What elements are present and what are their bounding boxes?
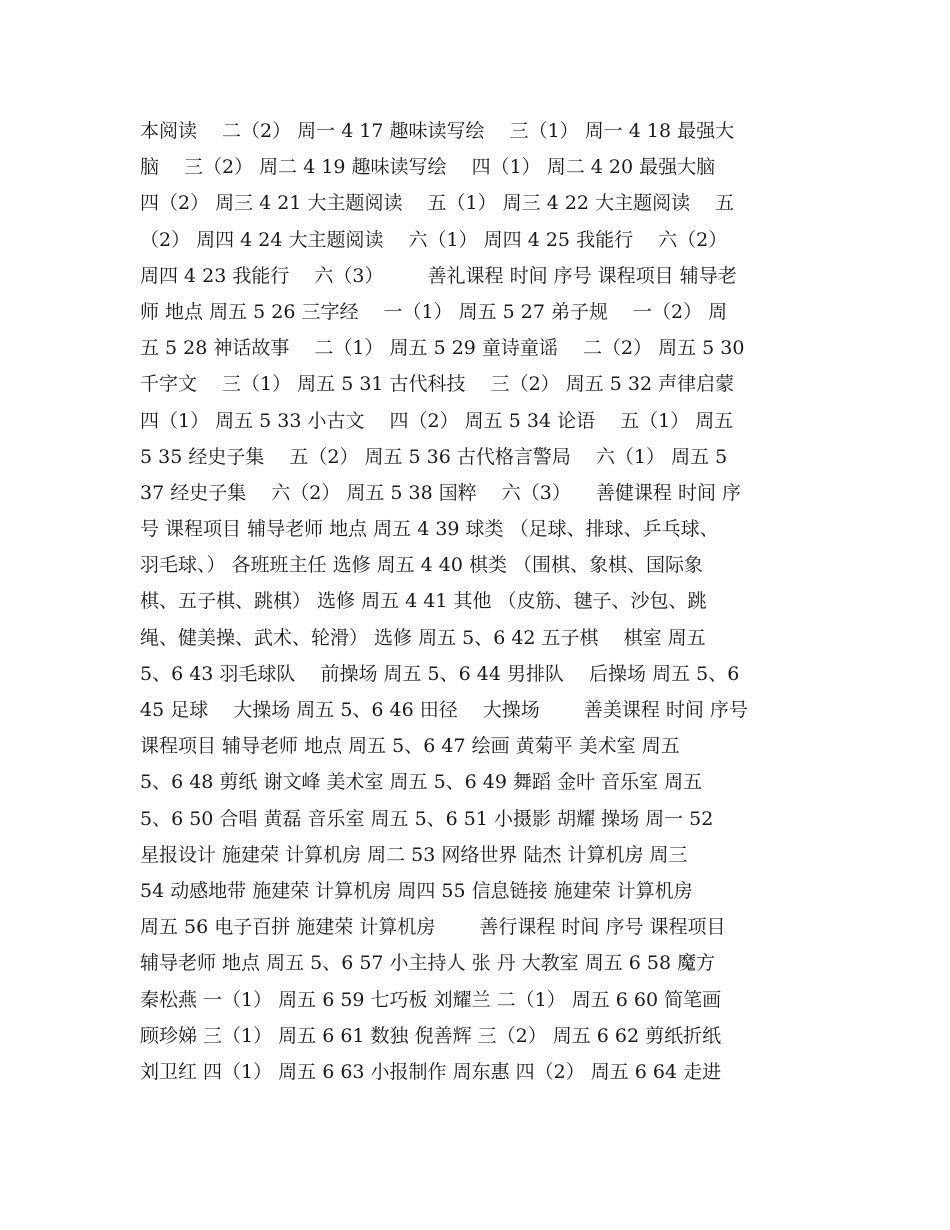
text-line: 5、6 43 羽毛球队 前操场 周五 5、6 44 男排队 后操场 周五 5、6 [140,662,740,685]
text-line: 课程项目 辅导老师 地点 周五 5、6 47 绘画 黄菊平 美术室 周五 [140,735,680,758]
text-line: （2） 周四 4 24 大主题阅读 六（1） 周四 4 25 我能行 六（2） [140,228,728,251]
text-line: 54 动感地带 施建荣 计算机房 周四 55 信息链接 施建荣 计算机房 [140,879,693,902]
text-line: 刘卫红 四（1） 周五 6 63 小报制作 周东惠 四（2） 周五 6 64 走进 [140,1060,722,1083]
text-line: 顾珍娣 三（1） 周五 6 61 数独 倪善辉 三（2） 周五 6 62 剪纸折纸 [140,1024,722,1047]
text-line: 棋、五子棋、跳棋） 选修 周五 4 41 其他 （皮筋、毽子、沙包、跳 [140,590,707,613]
text-line: 秦松燕 一（1） 周五 6 59 七巧板 刘耀兰 二（1） 周五 6 60 简笔画 [140,988,722,1011]
text-line: 5、6 48 剪纸 谢文峰 美术室 周五 5、6 49 舞蹈 金叶 音乐室 周五 [140,771,703,794]
text-line: 本阅读 二（2） 周一 4 17 趣味读写绘 三（1） 周一 4 18 最强大 [140,120,735,142]
text-line: 周五 56 电子百拼 施建荣 计算机房 善行课程 时间 序号 课程项目 [140,916,726,939]
text-line: 脑 三（2） 周二 4 19 趣味读写绘 四（1） 周二 4 20 最强大脑 [140,156,716,179]
text-line: 星报设计 施建荣 计算机房 周二 53 网络世界 陆杰 计算机房 周三 [140,843,688,866]
text-line: 号 课程项目 辅导老师 地点 周五 4 39 球类 （足球、排球、乒乓球、 [140,518,719,541]
text-line: 周四 4 23 我能行 六（3） 善礼课程 时间 序号 课程项目 辅导老 [140,264,737,287]
text-line: 5 35 经史子集 五（2） 周五 5 36 古代格言警局 六（1） 周五 5 [140,445,728,468]
text-line: 绳、健美操、武术、轮滑） 选修 周五 5、6 42 五子棋 棋室 周五 [140,626,706,649]
text-line: 千字文 三（1） 周五 5 31 古代科技 三（2） 周五 5 32 声律启蒙 [140,373,735,396]
text-line: 37 经史子集 六（2） 周五 5 38 国粹 六（3） 善健课程 时间 序 [140,481,742,504]
text-line: 五 5 28 神话故事 二（1） 周五 5 29 童诗童谣 二（2） 周五 5 30 [140,337,745,360]
text-line: 羽毛球、） 各班班主任 选修 周五 4 40 棋类 （围棋、象棋、国际象 [140,554,704,577]
text-line: 师 地点 周五 5 26 三字经 一（1） 周五 5 27 弟子规 一（2） 周 [140,300,728,323]
text-line: 5、6 50 合唱 黄磊 音乐室 周五 5、6 51 小摄影 胡耀 操场 周一 52 [140,807,714,830]
text-line: 四（1） 周五 5 33 小古文 四（2） 周五 5 34 论语 五（1） 周五 [140,409,734,432]
text-line: 四（2） 周三 4 21 大主题阅读 五（1） 周三 4 22 大主题阅读 五 [140,192,735,215]
text-line: 辅导老师 地点 周五 5、6 57 小主持人 张 丹 大教室 周五 6 58 魔方 [140,952,716,975]
body-text [140,113,820,1090]
text-line: 45 足球 大操场 周五 5、6 46 田径 大操场 善美课程 时间 序号 [140,699,748,721]
